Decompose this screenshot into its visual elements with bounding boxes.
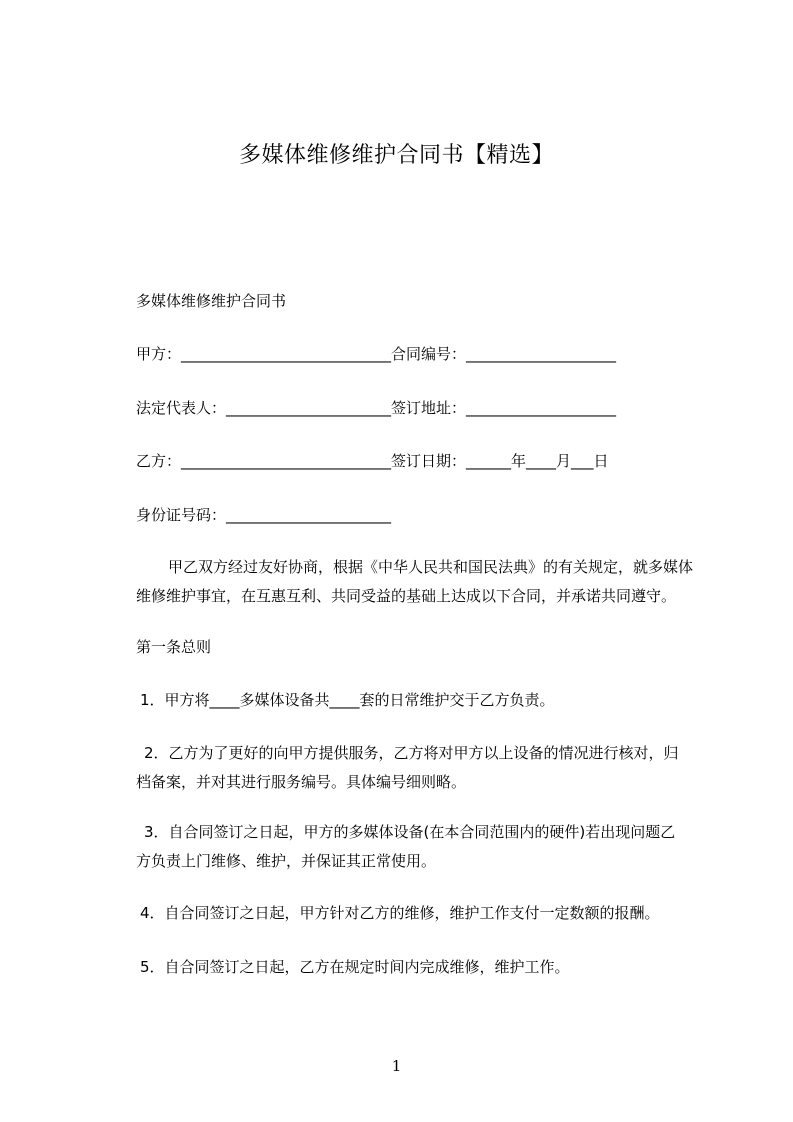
legal-representative-line: 法定代表人：______________________签订地址：____________________: [136, 399, 617, 417]
clause-5: 5．自合同签订之日起，乙方在规定时间内完成维修，维护工作。: [140, 958, 570, 976]
clause-3-line-1: 3．自合同签订之日起，甲方的多媒体设备(在本合同范围内的硬件)若出现问题乙: [144, 823, 676, 841]
document-title: 多媒体维修维护合同书【精选】: [238, 143, 554, 168]
intro-paragraph: [136, 553, 748, 611]
intro-line-1: 甲乙双方经过友好协商，根据《中华人民共和国民法典》的有关规定，就多媒体: [168, 558, 694, 576]
contract-subtitle: 多媒体维修维护合同书: [136, 292, 287, 310]
clause-2-line-2: 档备案，并对其进行服务编号。具体编号细则略。: [136, 773, 467, 791]
clause-3: [136, 818, 724, 876]
party-b-line: 乙方：____________________________签订日期：______年____月___日: [136, 452, 609, 470]
clause-4: 4．自合同签订之日起，甲方针对乙方的维修，维护工作支付一定数额的报酬。: [140, 904, 660, 922]
intro-line-2: 维修维护事宜，在互惠互利、共同受益的基础上达成以下合同，并承诺共同遵守。: [136, 587, 677, 605]
id-number-line: 身份证号码：______________________: [136, 506, 392, 524]
clause-3-line-2: 方负责上门维修、维护，并保证其正常使用。: [136, 852, 437, 870]
page-number: 1: [391, 1057, 402, 1075]
party-a-line: 甲方：____________________________合同编号：____________________: [136, 345, 617, 363]
clause-2-line-1: 2．乙方为了更好的向甲方提供服务，乙方将对甲方以上设备的情况进行核对，归: [144, 744, 679, 762]
article-1-heading: 第一条总则: [136, 638, 212, 656]
clause-2: [136, 739, 724, 797]
clause-1: 1．甲方将____多媒体设备共____套的日常维护交于乙方负责。: [140, 691, 555, 709]
